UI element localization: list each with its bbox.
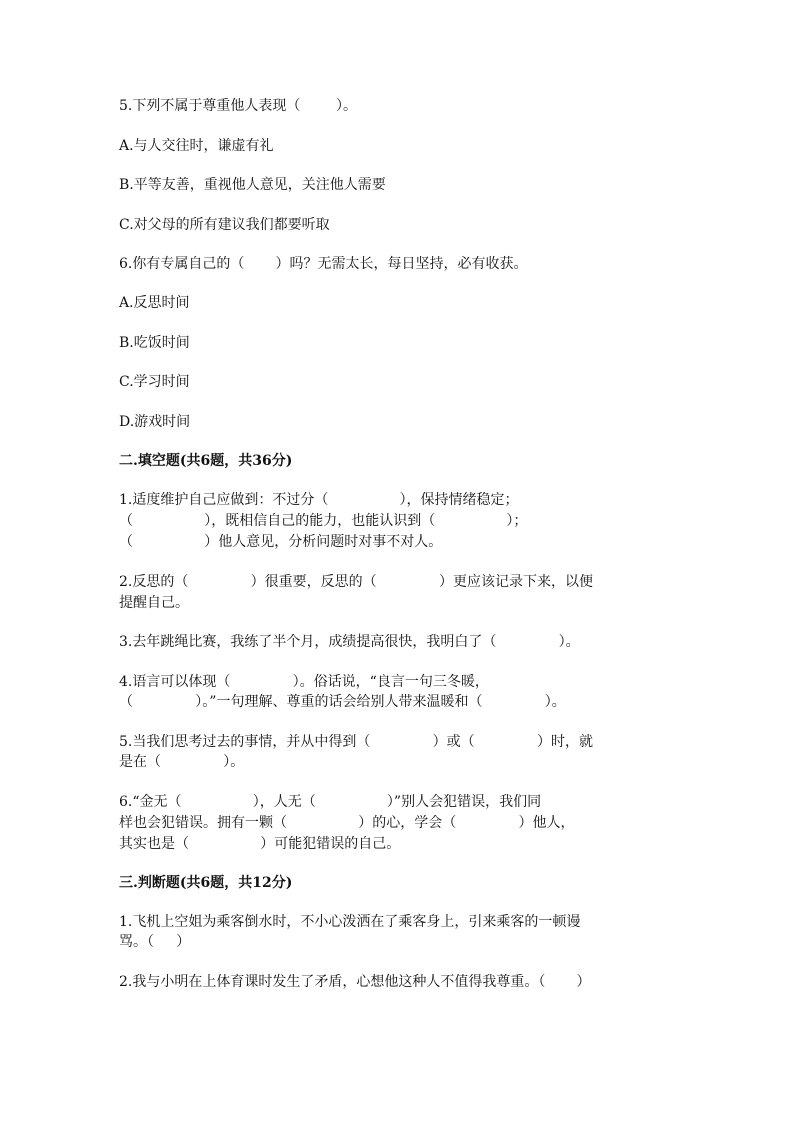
judge-q1-line-2: 骂。（ ） <box>119 934 191 950</box>
question-6-option-c: C.学习时间 <box>119 374 190 390</box>
question-5-option-a: A.与人交往时，谦虚有礼 <box>119 138 274 154</box>
question-6-option-a: A.反思时间 <box>119 295 190 311</box>
fill-q4-line-2: （ ）。”一句理解、尊重的话会给别人带来温暖和（ ）。 <box>119 694 566 710</box>
question-6-option-d: D.游戏时间 <box>119 414 191 430</box>
fill-q1-line-2: （ ），既相信自己的能力，也能认识到（ ）； <box>119 513 528 529</box>
fill-q2-line-2: 提醒自己。 <box>119 595 189 611</box>
question-5-option-c: C.对父母的所有建议我们都要听取 <box>119 217 330 233</box>
fill-q5-line-2: 是在（ ）。 <box>119 754 245 770</box>
fill-section-title: 二.填空题(共6题，共36分) <box>119 453 293 469</box>
fill-q4-line-1: 4.语言可以体现（ ）。俗话说，“良言一句三冬暖， <box>119 674 489 690</box>
fill-q1-line-3: （ ）他人意见，分析问题时对事不对人。 <box>119 534 443 550</box>
judge-section-title: 三.判断题(共6题，共12分) <box>119 875 293 891</box>
question-6-option-b: B.吃饭时间 <box>119 335 190 351</box>
fill-q1-line-1: 1.适度维护自己应做到：不过分（ ），保持情绪稳定； <box>119 492 519 508</box>
judge-q1-line-1: 1.飞机上空姐为乘客倒水时，不小心泼洒在了乘客身上，引来乘客的一顿谩 <box>119 914 581 930</box>
fill-q2-line-1: 2.反思的（ ）很重要，反思的（ ）更应该记录下来，以便 <box>119 574 593 590</box>
question-6-stem: 6.你有专属自己的（ ）吗？无需太长，每日坚持，必有收获。 <box>119 256 528 272</box>
judge-q2-line-1: 2.我与小明在上体育课时发生了矛盾，心想他这种人不值得我尊重。（ ） <box>119 974 591 990</box>
fill-q6-line-3: 其实也是（ ）可能犯错误的自己。 <box>119 836 401 852</box>
fill-q3-line-1: 3.去年跳绳比赛，我练了半个月，成绩提高很快，我明白了（ ）。 <box>119 634 580 650</box>
question-5-option-b: B.平等友善，重视他人意见，关注他人需要 <box>119 177 386 193</box>
fill-q6-line-2: 样也会犯错误。拥有一颗（ ）的心，学会（ ）他人， <box>119 815 575 831</box>
question-5-stem: 5.下列不属于尊重他人表现（ ）。 <box>119 98 357 114</box>
fill-q5-line-1: 5.当我们思考过去的事情，并从中得到（ ）或（ ）时，就 <box>119 734 593 750</box>
fill-q6-line-1: 6.“金无（ ），人无（ ）”别人会犯错误，我们同 <box>119 794 542 810</box>
